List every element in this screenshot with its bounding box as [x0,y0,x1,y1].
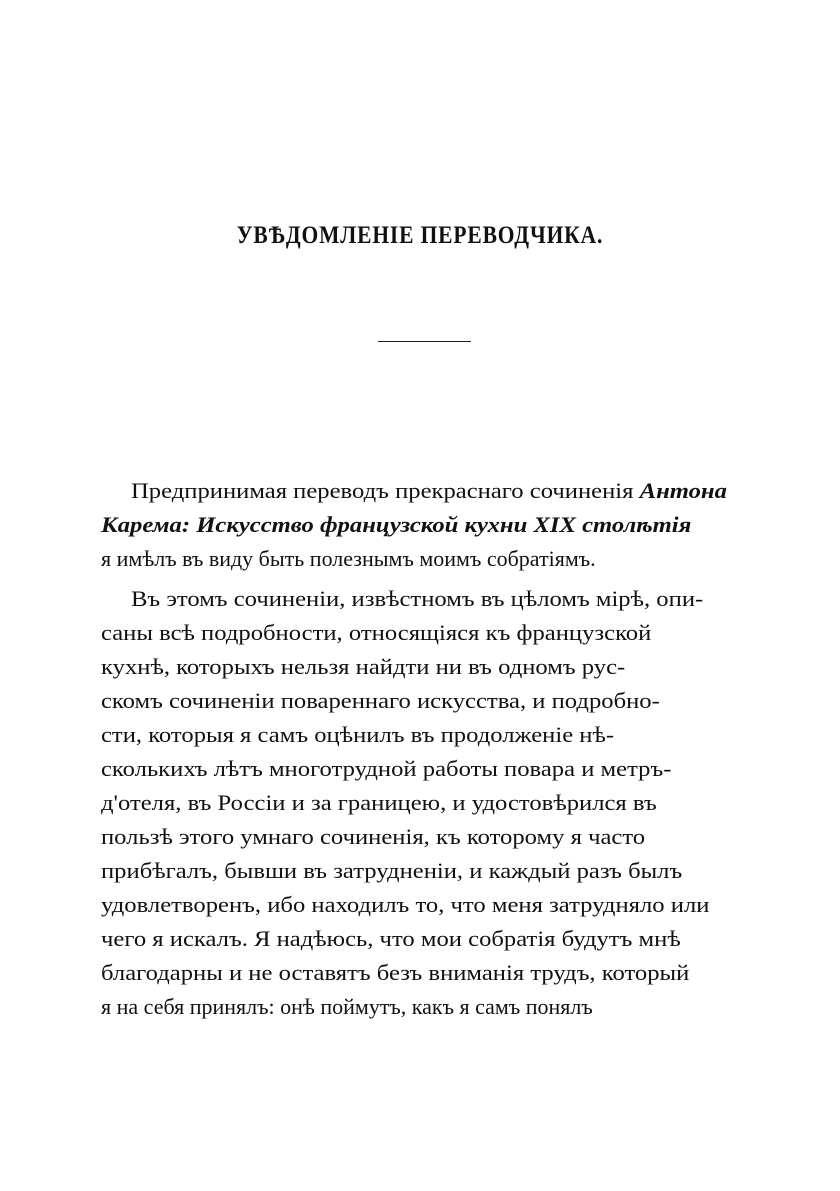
paragraph-2-line: я на себя принялъ: онѣ поймутъ, какъ я самъ понялъ [101,994,593,1019]
paragraph-2-line: чего я искалъ. Я надѣюсь, что мои собратія будутъ мнѣ [101,926,681,951]
paragraph-1 [101,474,737,576]
paragraph-2-line: д'отеля, въ Россіи и за границею, и удостовѣрился въ [101,790,657,815]
paragraph-2 [101,582,737,1024]
paragraph-2-line: саны всѣ подробности, относящіяся къ французской [101,620,652,645]
paragraph-1-line-1-plain: Предпринимая переводъ прекраснаго сочиненія [131,478,640,503]
paragraph-2-line: кухнѣ, которыхъ нельзя найдти ни въ одномъ рус- [101,654,626,679]
paragraph-2-line: пользѣ этого умнаго сочиненія, къ которому я часто [101,824,646,849]
paragraph-2-line: удовлетворенъ, ибо находилъ то, что меня затрудняло или [101,892,710,917]
title-divider [378,341,471,342]
paragraph-1-line-2 [101,508,737,542]
paragraph-2-line: прибѣгалъ, бывши въ затрудненіи, и каждый разъ былъ [101,858,683,883]
paragraph-2-line: сколькихъ лѣтъ многотрудной работы повара и метръ- [101,756,672,781]
paragraph-1-line-1 [131,474,737,508]
paragraph-2-line: скомъ сочиненіи повареннаго искусства, и подробно- [101,688,660,713]
page-title: УВѢДОМЛЕНІЕ ПЕРЕВОДЧИКА. [236,222,604,249]
paragraph-1-line-3: я имѣлъ въ виду быть полезнымъ моимъ собратіямъ. [101,546,596,571]
paragraph-2-line: Въ этомъ сочиненіи, извѣстномъ въ цѣломъ мірѣ, опи- [131,586,704,611]
paragraph-1-line-2-italic: Карема: Искусство французской кухни XIX столѣтія [101,512,692,537]
paragraph-2-line: благодарны и не оставятъ безъ вниманія трудъ, который [101,960,690,985]
paragraph-1-line-1-italic: Антона [639,478,727,503]
paragraph-2-line: сти, которыя я самъ оцѣнилъ въ продолженіе нѣ- [101,722,615,747]
